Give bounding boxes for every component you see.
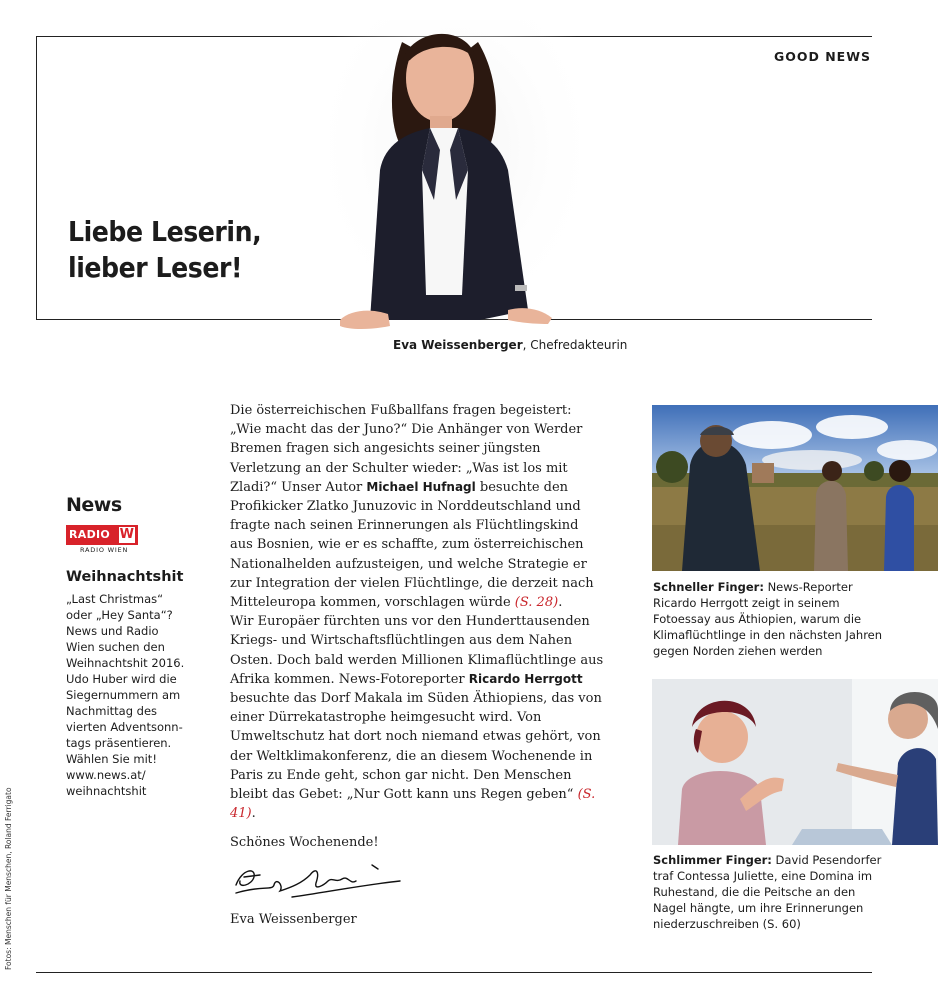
sidebar-text	[66, 591, 216, 799]
closing-greeting: Schönes Wochenende!	[230, 835, 379, 850]
editor-portrait	[330, 20, 580, 338]
radio-logo-text: RADIO	[69, 528, 111, 541]
sidebar-line: Wählen Sie mit!	[66, 752, 157, 766]
sidebar-line: oder „Hey Santa“?	[66, 608, 173, 622]
p1-text-3: .	[558, 595, 563, 611]
sidebar-line: tags präsentieren.	[66, 736, 172, 750]
p1-text-2: besuchte den Profikicker Zlatko Junuzovic in Norddeutschland und fragte nach seinen Erinnerungen als Flüchtlingskind aus Bosnien, wie er es schaffte, zum österreichischen Nationalhelden aufzusteigen, und welche Strategie er zur Integration der vielen Flüchtlinge, die derzeit nach Mitteleuropa kommen, vorschlagen würde	[230, 479, 594, 611]
photo-caption-1-text: News-Reporter Ricardo Herrgott zeigt in seinem Fotoessay aus Äthiopien, warum die Klimaflüchtlinge in den nächsten Jahren gegen Norden ziehen werden	[653, 580, 883, 658]
radio-logo-box	[66, 525, 138, 545]
photo-caption-1	[653, 579, 883, 659]
sidebar-line: „Last Christmas“	[66, 592, 164, 606]
sidebar-line: Wien suchen den	[66, 640, 165, 654]
sidebar-url-line: weihnachtshit	[66, 784, 147, 798]
radio-logo-subtitle: RADIO WIEN	[80, 546, 129, 554]
author-caption	[393, 338, 627, 352]
editorial-body	[230, 401, 605, 823]
sidebar-line: Siegernummern am	[66, 688, 181, 702]
sidebar-url-line: www.news.at/	[66, 768, 146, 782]
p2-text-2: besuchte das Dorf Makala im Süden Äthiopiens, das von einer Dürrekatastrophe heimgesucht wird. Von Umweltschutz hat dort noch niemand etwas gehört, von der Weltklimakonferenz, die an diesem Wochenende in Paris zu Ende geht, schon gar nicht. Den Menschen bleibt das Gebet: „Nur Gott kann uns Regen geben“	[230, 691, 602, 803]
page-reference: (S. 41)	[230, 787, 596, 822]
headline-line-1: Liebe Leserin,	[68, 215, 262, 248]
sidebar-title: Weihnachtshit	[66, 569, 184, 585]
reporter-highlight: Ricardo Herrgott	[468, 671, 583, 686]
signer-name: Eva Weissenberger	[230, 912, 357, 927]
radio-logo-w: W	[119, 527, 135, 542]
photo-caption-2-lead: Schlimmer Finger:	[653, 853, 772, 867]
ethiopia-photo	[652, 405, 938, 571]
p1-text-1: Die österreichischen Fußballfans fragen begeistert: „Wie macht das der Juno?“ Die Anhänger von Werder Bremen fragen sich angesichts seiner jüngsten Verletzung an der Schulter wieder: „Was ist los mit Zladi?“ Unser Autor	[230, 403, 583, 495]
author-role: , Chefredakteurin	[522, 338, 628, 352]
section-label: GOOD NEWS	[773, 49, 871, 64]
frame-bottom-rule	[36, 972, 872, 973]
photo-caption-2	[653, 852, 883, 932]
p2-text-3: .	[251, 806, 256, 822]
headline-line-2: lieber Leser!	[68, 251, 243, 284]
author-name: Eva Weissenberger	[393, 338, 523, 352]
news-logo: News	[66, 494, 122, 516]
editorial-paragraph-1	[230, 401, 605, 612]
sidebar-line: vierten Adventsonn-	[66, 720, 183, 734]
p2-text-1: Wir Europäer fürchten uns vor den Hunderttausenden Kriegs- und Wirtschaftsflüchtlingen aus dem Nahen Osten. Doch bald werden Millionen Klimaflüchtlinge aus Afrika kommen. News-Fotoreporter	[230, 614, 604, 687]
sidebar-line: Nachmittag des	[66, 704, 158, 718]
headline	[68, 214, 261, 286]
editorial-paragraph-2	[230, 612, 605, 823]
page-reference: (S. 28)	[514, 595, 559, 611]
frame-left-rule	[36, 36, 37, 320]
handwritten-signature	[232, 855, 402, 905]
photo-caption-1-lead: Schneller Finger:	[653, 580, 764, 594]
radio-wien-logo	[66, 525, 138, 555]
photo-caption-2-text: David Pesendorfer traf Contessa Juliette, eine Domina im Ruhestand, die die Peitsche an den Nagel hängte, um ihre Erinnerungen niederzuschreiben (S. 60)	[653, 853, 882, 931]
sidebar-line: News und Radio	[66, 624, 159, 638]
sidebar-line: Udo Huber wird die	[66, 672, 177, 686]
sidebar-line: Weihnachtshit 2016.	[66, 656, 185, 670]
author-highlight: Michael Hufnagl	[366, 479, 476, 494]
photo-credit: Fotos: Menschen für Menschen, Roland Ferrigato	[4, 787, 13, 970]
interview-photo	[652, 679, 938, 845]
